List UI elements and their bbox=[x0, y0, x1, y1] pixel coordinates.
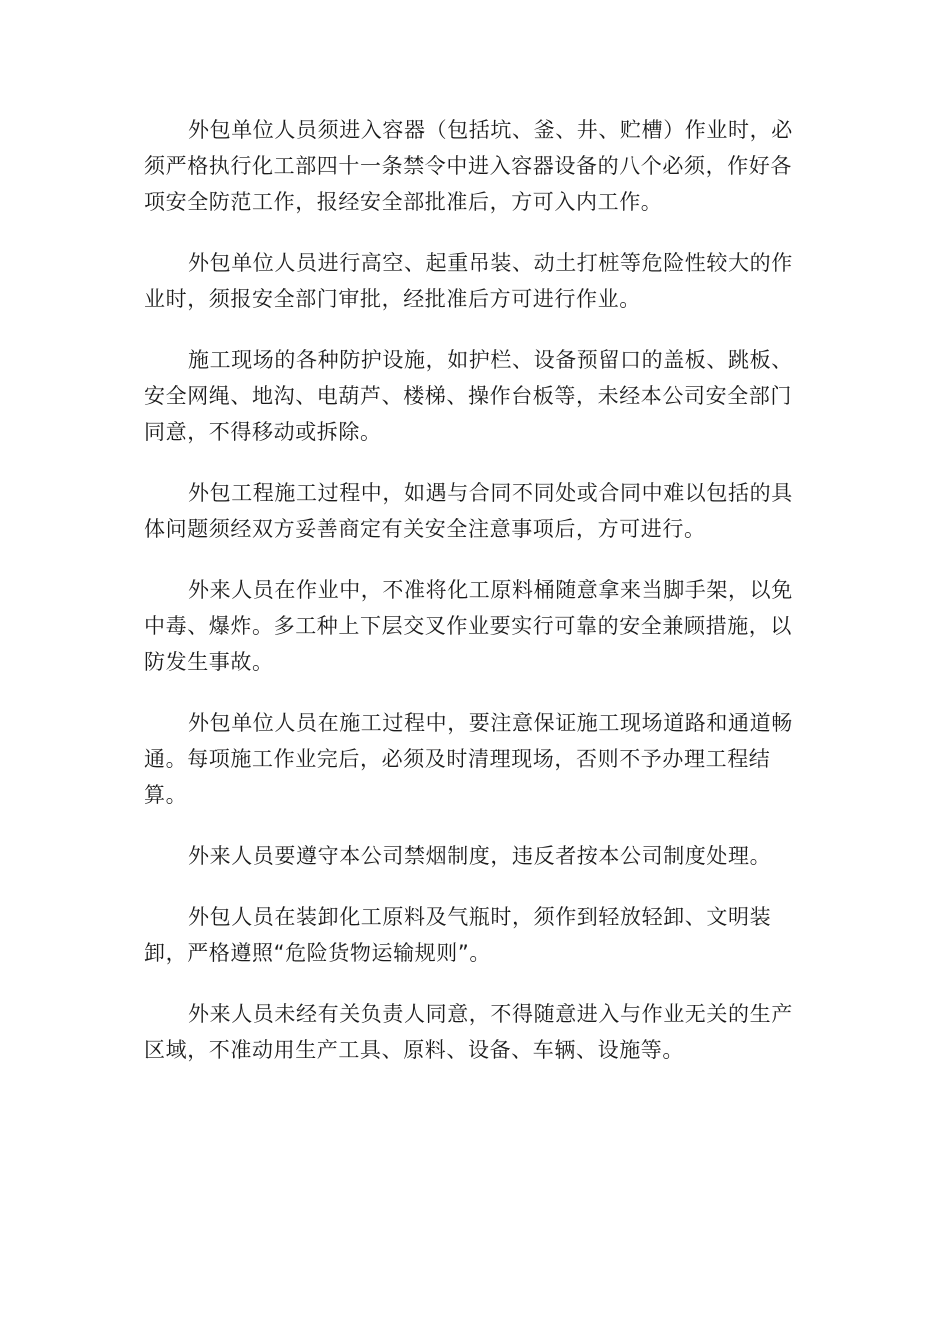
paragraph-chemical-barrels: 外来人员在作业中，不准将化工原料桶随意拿来当脚手架，以免中毒、爆炸。多工种上下层交叉作业要实行可靠的安全兼顾措施，以防发生事故。 bbox=[144, 578, 793, 674]
paragraph-smoking-ban: 外来人员要遵守本公司禁烟制度，违反者按本公司制度处理。 bbox=[188, 844, 772, 868]
paragraph-restricted-areas: 外来人员未经有关负责人同意，不得随意进入与作业无关的生产区域，不准动用生产工具、原料、设备、车辆、设施等。 bbox=[144, 1002, 793, 1062]
paragraph-protective-facilities: 施工现场的各种防护设施，如护栏、设备预留口的盖板、跳板、安全网绳、地沟、电葫芦、楼梯、操作台板等，未经本公司安全部门同意，不得移动或拆除。 bbox=[144, 348, 793, 444]
paragraph-site-cleanup: 外包单位人员在施工过程中，要注意保证施工现场道路和通道畅通。每项施工作业完后，必须及时清理现场，否则不予办理工程结算。 bbox=[144, 711, 793, 807]
paragraph-loading-unloading: 外包人员在装卸化工原料及气瓶时，须作到轻放轻卸、文明装卸，严格遵照“危险货物运输规则”。 bbox=[144, 905, 772, 965]
paragraph-confined-space: 外包单位人员须进入容器（包括坑、釜、井、贮槽）作业时，必须严格执行化工部四十一条禁令中进入容器设备的八个必须，作好各项安全防范工作，报经安全部批准后，方可入内工作。 bbox=[144, 118, 793, 214]
document-body bbox=[144, 112, 809, 1093]
paragraph-contract-issues: 外包工程施工过程中，如遇与合同不同处或合同中难以包括的具体问题须经双方妥善商定有关安全注意事项后，方可进行。 bbox=[144, 481, 793, 541]
paragraph-high-risk-work: 外包单位人员进行高空、起重吊装、动土打桩等危险性较大的作业时，须报安全部门审批，经批准后方可进行作业。 bbox=[144, 251, 793, 311]
